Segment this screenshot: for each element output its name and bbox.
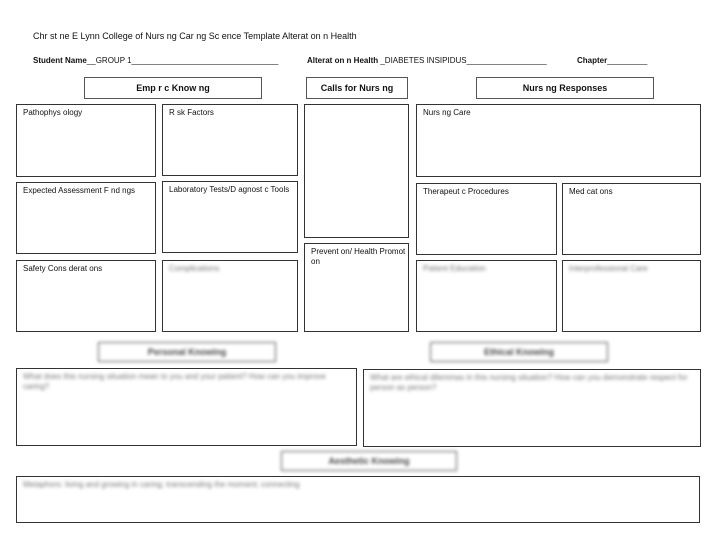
document-title: Chr st ne E Lynn College of Nurs ng Car ng Sc ence Template Alterat on n Health <box>33 31 357 41</box>
box-calls-for-nursing[interactable] <box>304 104 409 238</box>
box-personal-knowing[interactable] <box>16 368 357 446</box>
header-personal-knowing: Personal Knowing <box>98 342 276 362</box>
header-ethical-knowing: Ethical Knowing <box>430 342 608 362</box>
label-safety: Safety Cons derat ons <box>23 264 103 273</box>
header-empiric-knowing: Emp r c Know ng <box>84 77 262 99</box>
alteration-value: _DIABETES INSIPIDUS__________________ <box>378 56 547 65</box>
box-therapeutic-procedures[interactable] <box>416 183 557 255</box>
label-expected-assessment: Expected Assessment F nd ngs <box>23 186 136 195</box>
box-pathophysiology[interactable] <box>16 104 156 177</box>
box-interprofessional-care[interactable] <box>562 260 701 332</box>
box-safety[interactable] <box>16 260 156 332</box>
student-name-value: __GROUP 1_________________________________ <box>86 56 279 65</box>
label-pathophysiology: Pathophys ology <box>23 108 83 117</box>
box-risk-factors[interactable] <box>162 104 298 176</box>
label-prevention: Prevent on/ Health Promot on <box>311 247 406 266</box>
chapter-value: _________ <box>607 56 648 65</box>
label-risk-factors: R sk Factors <box>169 108 214 117</box>
box-expected-assessment[interactable] <box>16 182 156 254</box>
label-lab-tests: Laboratory Tests/D agnost c Tools <box>169 185 290 194</box>
chapter-field <box>577 56 647 65</box>
box-ethical-knowing[interactable] <box>363 369 701 447</box>
chapter-label: Chapter <box>577 56 608 65</box>
header-nursing-responses: Nurs ng Responses <box>476 77 654 99</box>
box-prevention[interactable] <box>304 243 409 332</box>
header-aesthetic-knowing: Aesthetic Knowing <box>281 451 457 471</box>
box-patient-education[interactable] <box>416 260 557 332</box>
prompt-aesthetic: Metaphors: living and growing in caring; transcending the moment; connecting <box>23 480 300 489</box>
header-calls-for-nursing: Calls for Nurs ng <box>306 77 408 99</box>
box-nursing-care[interactable] <box>416 104 701 177</box>
box-lab-tests[interactable] <box>162 181 298 253</box>
label-medications: Med cat ons <box>569 187 613 196</box>
label-therapeutic-procedures: Therapeut c Procedures <box>423 187 509 196</box>
alteration-label: Alterat on n Health <box>307 56 379 65</box>
student-name-field <box>33 56 278 65</box>
label-complications: Complications <box>169 264 220 273</box>
box-aesthetic-knowing[interactable] <box>16 476 700 523</box>
alteration-field <box>307 56 547 65</box>
label-patient-education: Patient Education <box>423 264 486 273</box>
label-nursing-care: Nurs ng Care <box>423 108 471 117</box>
prompt-personal: What does this nursing situation mean to you and your patient? How can you improve caring? <box>23 372 326 391</box>
prompt-ethical: What are ethical dilemmas in this nursing situation? How can you demonstrate respect for person as person? <box>370 373 688 392</box>
student-name-label: Student Name <box>33 56 87 65</box>
label-interprofessional-care: Interprofessional Care <box>569 264 648 273</box>
box-complications[interactable] <box>162 260 298 332</box>
box-medications[interactable] <box>562 183 701 255</box>
